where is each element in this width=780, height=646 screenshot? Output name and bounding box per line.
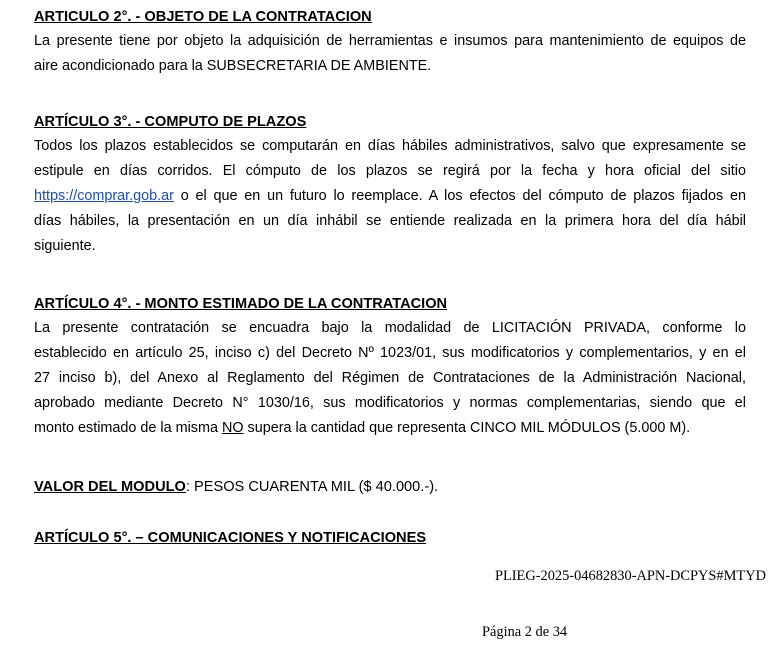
article-3-line-2: estipule en días corridos. El cómputo de los plazos se regirá por la fecha y hora oficial del sitio: [34, 163, 746, 179]
article-3-line-3-text: o el que en un futuro lo reemplace. A los efectos del cómputo de plazos fijados en: [173, 188, 746, 204]
article-2-line-2: aire acondicionado para la SUBSECRETARIA DE AMBIENTE.: [34, 58, 432, 74]
no-emphasis: NO: [221, 420, 244, 436]
section-article-5: [34, 528, 746, 548]
article-4-line-1: La presente contratación se encuadra bajo la modalidad de LICITACIÓN PRIVADA, conforme lo: [34, 320, 746, 336]
valor-modulo-line: [34, 477, 746, 497]
comprar-link[interactable]: https://comprar.gob.ar: [34, 188, 174, 204]
section-valor-modulo: [34, 477, 746, 497]
document-id: PLIEG-2025-04682830-APN-DCPYS#MTYD: [494, 568, 766, 584]
article-4-line-4: aprobado mediante Decreto N° 1030/16, sus modificatorios y normas complementarias, siendo que el: [34, 395, 746, 411]
article-4-line-5: [34, 416, 746, 441]
article-4-heading: ARTÍCULO 4°. - MONTO ESTIMADO DE LA CONTRATACION: [34, 296, 448, 312]
article-3-heading: ARTÍCULO 3°. - COMPUTO DE PLAZOS: [34, 114, 307, 130]
article-2-body: [34, 29, 746, 79]
article-4-line-5-pre: monto estimado de la misma: [34, 420, 222, 436]
article-3-line-1: Todos los plazos establecidos se computarán en días hábiles administrativos, salvo que expresamente se: [34, 138, 746, 154]
valor-modulo-label: VALOR DEL MODULO: [34, 479, 186, 495]
article-4-body: [34, 316, 746, 441]
article-5-heading: ARTÍCULO 5°. – COMUNICACIONES Y NOTIFICACIONES: [34, 530, 427, 546]
page-number: Página 2 de 34: [482, 624, 568, 640]
article-3-line-5: siguiente.: [34, 238, 96, 254]
section-article-2: [34, 7, 746, 79]
article-4-line-5-post: supera la cantidad que representa CINCO MIL MÓDULOS (5.000 M).: [243, 420, 691, 436]
section-article-4: [34, 294, 746, 441]
article-3-body: [34, 134, 746, 259]
article-4-line-3: 27 inciso b), del Anexo al Reglamento del Régimen de Contrataciones de la Administración Nacional,: [34, 370, 746, 386]
section-article-3: [34, 112, 746, 259]
article-3-line-4: días hábiles, la presentación en un día inhábil se entiende realizada en la primera hora del día hábil: [34, 213, 746, 229]
article-2-heading: ARTICULO 2°. - OBJETO DE LA CONTRATACION: [34, 9, 372, 25]
valor-modulo-text: : PESOS CUARENTA MIL ($ 40.000.-).: [185, 479, 439, 495]
article-3-line-3: [34, 184, 746, 209]
article-4-line-2: establecido en artículo 25, inciso c) del Decreto Nº 1023/01, sus modificatorios y complementarios, y en el: [34, 345, 746, 361]
article-2-line-1: La presente tiene por objeto la adquisición de herramientas e insumos para mantenimiento de equipos de: [34, 33, 746, 49]
